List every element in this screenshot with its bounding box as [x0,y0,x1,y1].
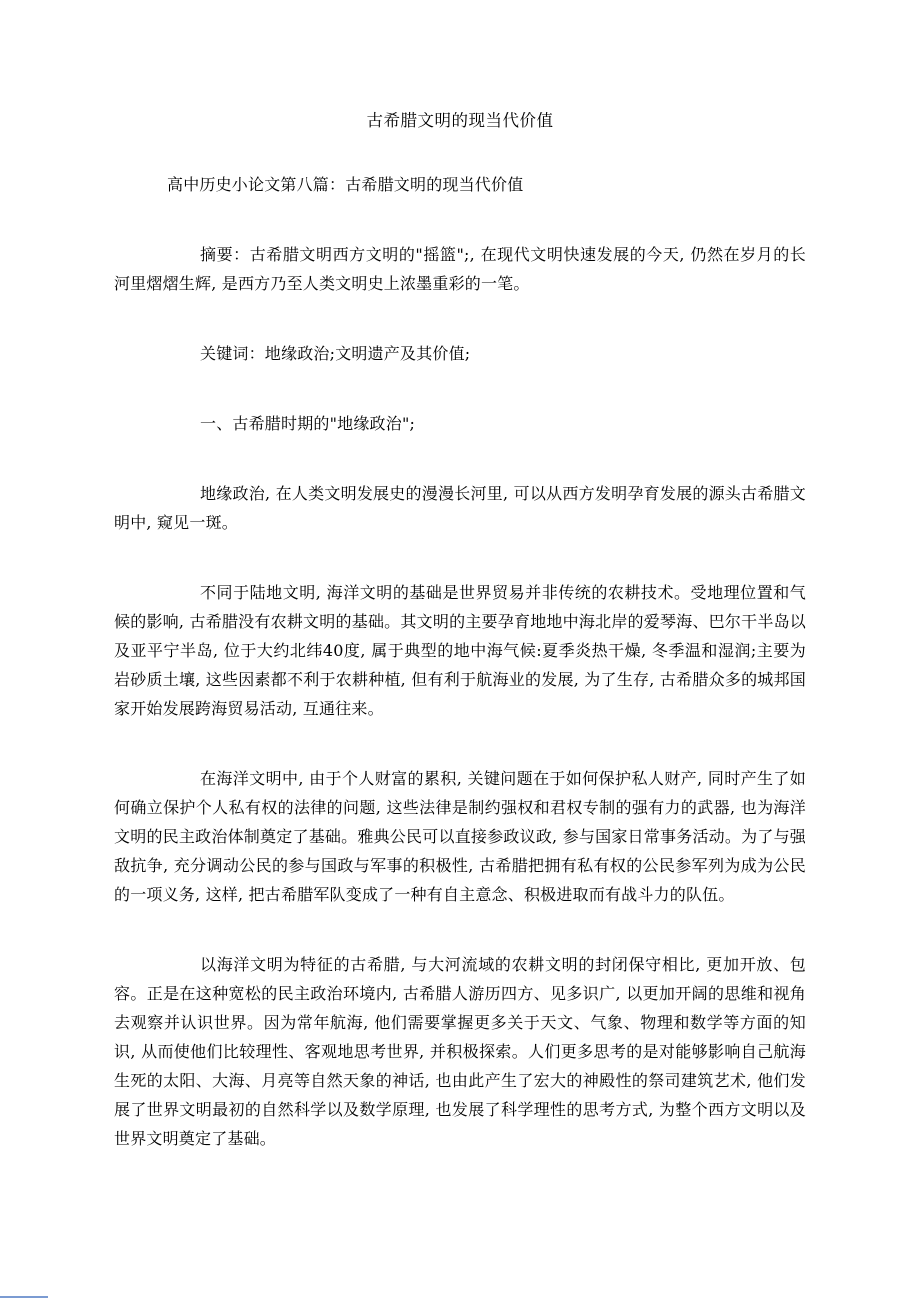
paragraph-body-2: 不同于陆地文明, 海洋文明的基础是世界贸易并非传统的农耕技术。受地理位置和气候的影响, 古希腊没有农耕文明的基础。其文明的主要孕育地地中海北岸的爱琴海、巴尔干半岛以及亚平宁半岛, 位于大约北纬40度, 属于典型的地中海气候:夏季炎热干燥, 冬季温和湿润;主要为岩砂质土壤, 这些因素都不利于农耕种植, 但有利于航海业的发展, 为了生存, 古希腊众多的城邦国家开始发展跨海贸易活动, 互通往来。 [114,583,806,718]
paragraph-section-heading: 一、古希腊时期的"地缘政治"; [200,414,416,433]
document-title: 古希腊文明的现当代价值 [366,111,554,130]
paragraph-body-4: 以海洋文明为特征的古希腊, 与大河流域的农耕文明的封闭保守相比, 更加开放、包容。正是在这种宽松的民主政治环境内, 古希腊人游历四方、见多识广, 以更加开阔的思维和视角去观察并认识世界。因为常年航海, 他们需要掌握更多关于天文、气象、物理和数学等方面的知识, 从而使他们比较理性、客观地思考世界, 并积极探索。人们更多思考的是对能够影响自己航海生死的太阳、大海、月亮等自然天象的神话, 也由此产生了宏大的神殿性的祭司建筑艺术, 他们发展了世界文明最初的自然科学以及数学原理, 也发展了科学理性的思考方式, 为整个西方文明以及世界文明奠定了基础。 [114,955,806,1148]
page-bottom-mark [0,1296,48,1298]
paragraph-abstract: 摘要：古希腊文明西方文明的"摇篮";, 在现代文明快速发展的今天, 仍然在岁月的长河里熠熠生辉, 是西方乃至人类文明史上浓墨重彩的一笔。 [114,245,806,293]
paragraph-keywords: 关键词：地缘政治;文明遗产及其价值; [200,344,471,363]
paragraph-body-1: 地缘政治, 在人类文明发展史的漫漫长河里, 可以从西方发明孕育发展的源头古希腊文明中, 窥见一斑。 [114,484,806,532]
paragraph-body-3: 在海洋文明中, 由于个人财富的累积, 关键问题在于如何保护私人财产, 同时产生了如何确立保护个人私有权的法律的问题, 这些法律是制约强权和君权专制的强有力的武器, 也为海洋文明的民主政治体制奠定了基础。雅典公民可以直接参政议政, 参与国家日常事务活动。为了与强敌抗争, 充分调动公民的参与国政与军事的积极性, 古希腊把拥有私有权的公民参军列为成为公民的一项义务, 这样, 把古希腊军队变成了一种有自主意念、积极进取而有战斗力的队伍。 [114,769,806,904]
paragraph-subtitle: 高中历史小论文第八篇：古希腊文明的现当代价值 [167,175,524,194]
